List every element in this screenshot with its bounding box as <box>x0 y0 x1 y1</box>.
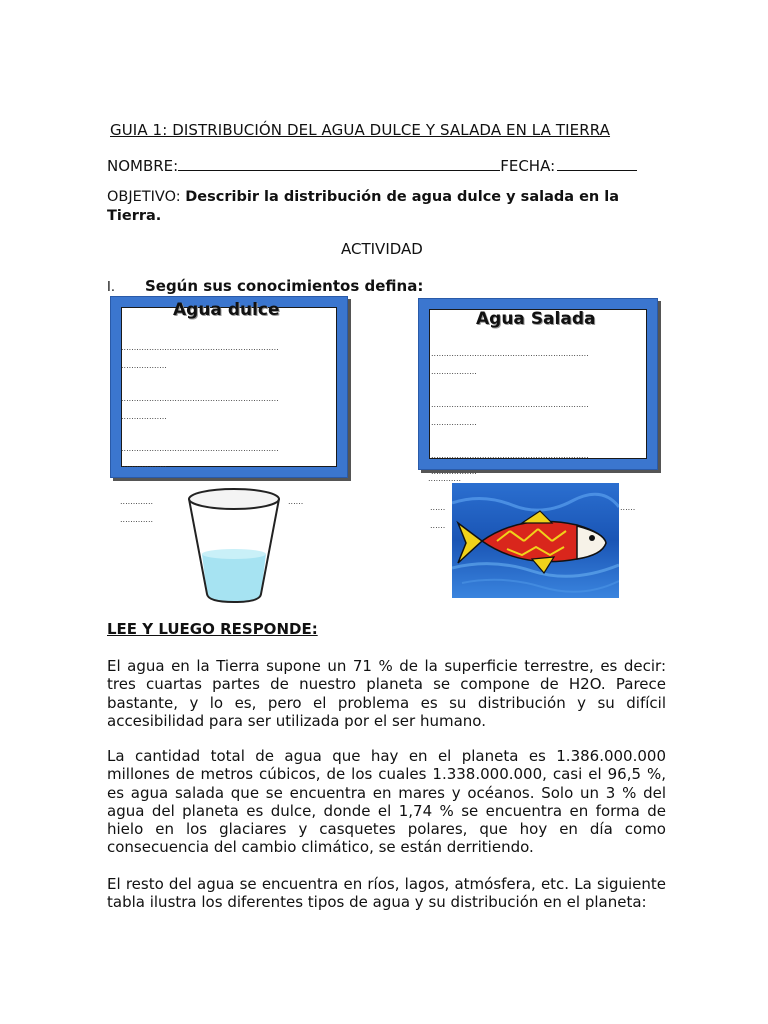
dotted-line: .................. <box>121 361 167 370</box>
objetivo <box>107 188 667 226</box>
dotted-line: ............. <box>428 474 462 483</box>
dotted-line: .............................................................. <box>121 343 279 352</box>
actividad-heading: ACTIVIDAD <box>341 240 423 258</box>
section-heading: LEE Y LUEGO RESPONDE: <box>107 620 318 638</box>
dotted-line: ...... <box>430 503 446 512</box>
dotted-line: .................. <box>431 367 477 376</box>
ocean-fish-image <box>452 483 619 598</box>
dotted-line: .............................................................. <box>121 394 279 403</box>
objetivo-text: Describir la distribución de agua dulce y salada en la Tierra. <box>107 189 620 224</box>
paragraph-3: El resto del agua se encuentra en ríos, lagos, atmósfera, etc. La siguiente tabla ilustra los diferentes tipos de agua y su distribución en el planeta: <box>107 875 666 912</box>
paragraph-1: El agua en la Tierra supone un 71 % de la superficie terrestre, es decir: tres cuartas partes de nuestro planeta se compone de H2O. Parece bastante, y lo es, pero el problema es su distribución y su difícil accesibilidad para ser utilizada por el ser humano. <box>107 657 666 730</box>
fecha-label: FECHA: <box>500 157 556 175</box>
agua-salada-box <box>418 298 658 476</box>
name-date-row <box>107 155 637 175</box>
dotted-line: .................. <box>431 467 477 476</box>
agua-salada-title: Agua Salada <box>476 309 596 329</box>
dotted-line: ...... <box>430 521 446 530</box>
agua-dulce-answer-area[interactable] <box>121 307 337 467</box>
question-text: Según sus conocimientos defina: <box>144 277 424 295</box>
dotted-line: ............. <box>120 515 154 524</box>
agua-dulce-title: Agua dulce <box>173 300 280 320</box>
dotted-line: .................. <box>431 418 477 427</box>
dotted-line: ...... <box>288 497 304 506</box>
dotted-line: .............................................................. <box>431 349 589 358</box>
dotted-line: .............................................................. <box>431 451 589 460</box>
dotted-line: ............. <box>120 497 154 506</box>
objetivo-label: OBJETIVO: <box>107 189 181 205</box>
agua-salada-answer-area[interactable] <box>429 309 647 459</box>
dotted-line: ...... <box>620 503 636 512</box>
dotted-line: .................. <box>121 460 167 469</box>
question-number: I. <box>107 280 115 295</box>
dotted-line: .............................................................. <box>121 444 279 453</box>
question-1 <box>107 277 423 295</box>
nombre-field-line[interactable] <box>178 155 500 171</box>
agua-dulce-box <box>110 296 348 478</box>
dotted-line: .................. <box>121 412 167 421</box>
glass-of-water-image <box>184 486 284 608</box>
worksheet-title: GUIA 1: DISTRIBUCIÓN DEL AGUA DULCE Y SALADA EN LA TIERRA <box>110 121 611 139</box>
nombre-label: NOMBRE: <box>107 157 179 175</box>
fecha-field-line[interactable] <box>557 155 637 171</box>
paragraph-2: La cantidad total de agua que hay en el planeta es 1.386.000.000 millones de metros cúbicos, de los cuales 1.338.000.000, casi el 96,5 %, es agua salada que se encuentra en mares y océanos. Solo un 3 % del agua del planeta es dulce, donde el 1,74 % se encuentra en forma de hielo en los glaciares y casquetes polares, que hoy en día como consecuencia del cambio climático, se están derritiendo. <box>107 747 666 857</box>
dotted-line: .............................................................. <box>431 400 589 409</box>
